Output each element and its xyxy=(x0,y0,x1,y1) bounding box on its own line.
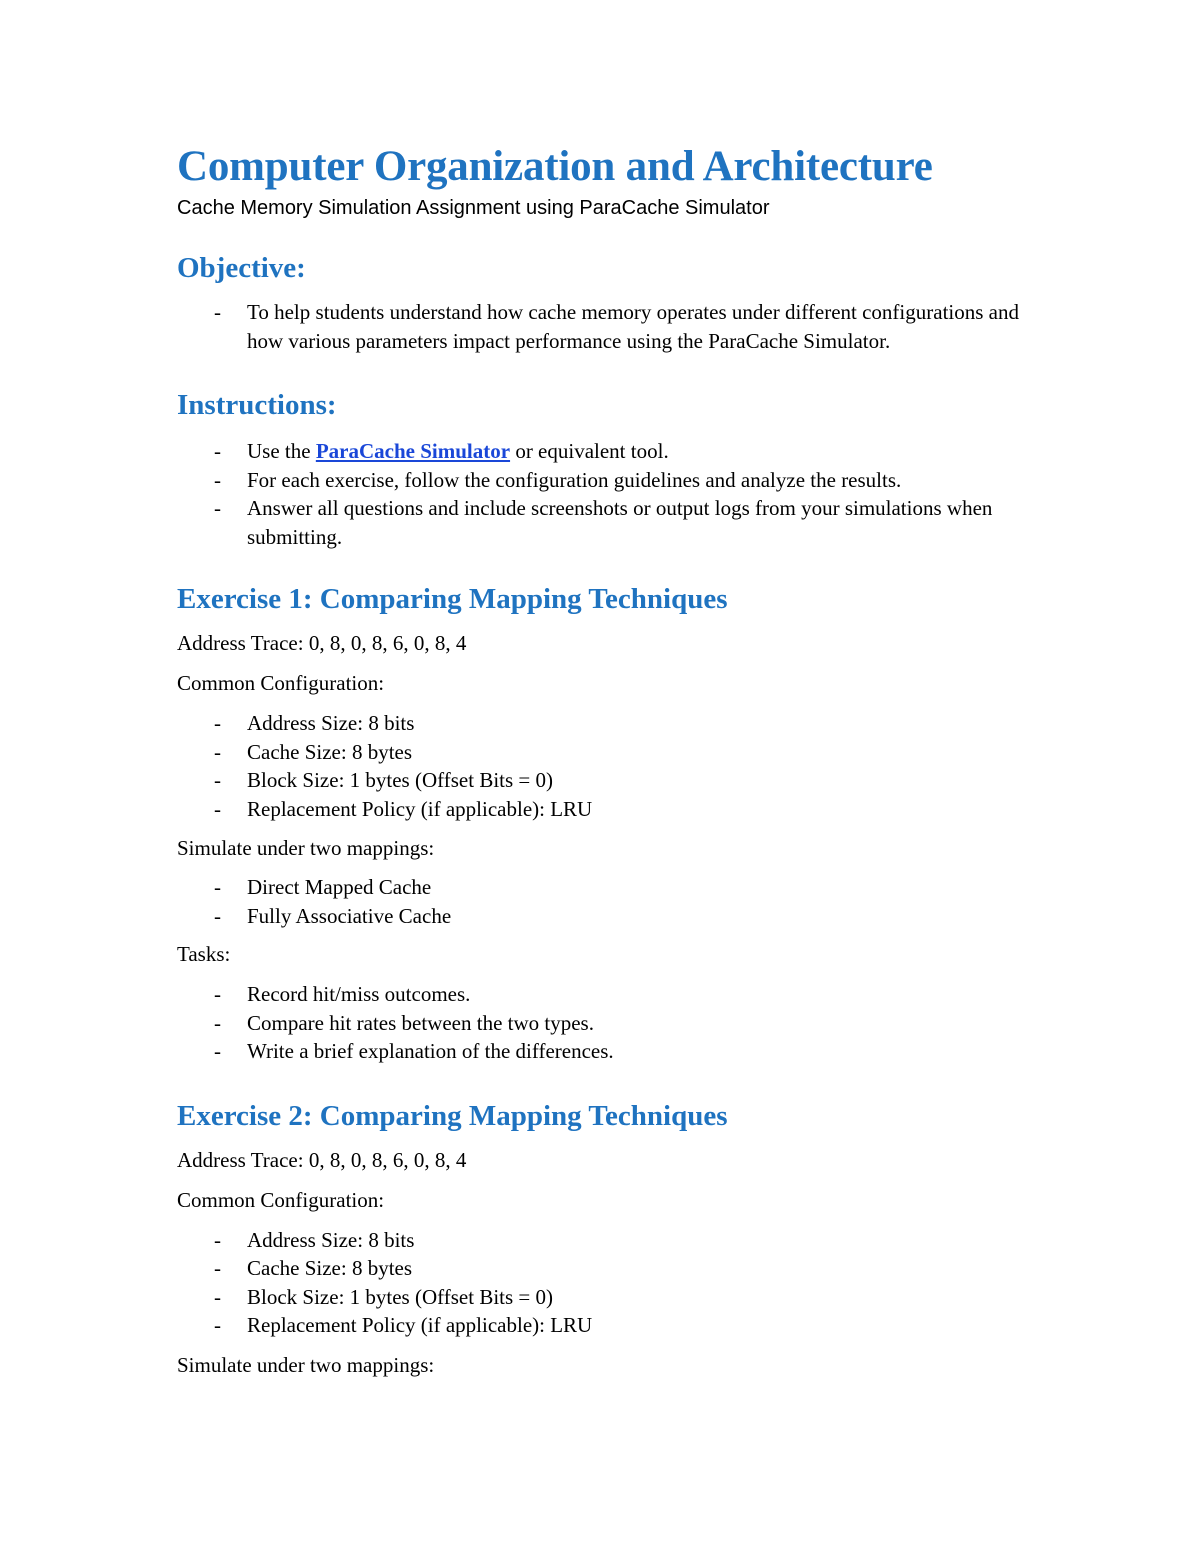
document-subtitle: Cache Memory Simulation Assignment using ParaCache Simulator xyxy=(177,197,770,219)
exercise-1-address-trace: Address Trace: 0, 8, 0, 8, 6, 0, 8, 4 xyxy=(177,631,467,655)
config-item: - Replacement Policy (if applicable): LRU xyxy=(177,1311,1037,1340)
objective-item: - To help students understand how cache memory operates under different configurations and how various parameters impact performance using the ParaCache Simulator. xyxy=(177,298,1037,355)
exercise-1-simulate-label: Simulate under two mappings: xyxy=(177,836,435,860)
config-item: - Address Size: 8 bits xyxy=(177,1226,1037,1255)
exercise-1-config-list xyxy=(177,709,1037,823)
exercise-2-heading: Exercise 2: Comparing Mapping Techniques xyxy=(177,1099,728,1132)
document-page xyxy=(177,140,1037,1379)
exercise-2-config-list xyxy=(177,1226,1037,1340)
mapping-item: - Direct Mapped Cache xyxy=(177,873,1037,902)
task-item: - Record hit/miss outcomes. xyxy=(177,980,1037,1009)
exercise-1-tasks-list xyxy=(177,980,1037,1066)
document-title: Computer Organization and Architecture xyxy=(177,143,933,190)
config-item: - Cache Size: 8 bytes xyxy=(177,738,1037,767)
objective-heading: Objective: xyxy=(177,252,306,284)
exercise-2-simulate-label: Simulate under two mappings: xyxy=(177,1352,435,1377)
task-item: - Compare hit rates between the two types. xyxy=(177,1009,1037,1038)
config-item: - Address Size: 8 bits xyxy=(177,709,1037,738)
instructions-item-3: - Answer all questions and include screenshots or output logs from your simulations when submitting. xyxy=(177,494,1037,551)
instructions-item-2: - For each exercise, follow the configuration guidelines and analyze the results. xyxy=(177,466,1037,495)
config-item: - Block Size: 1 bytes (Offset Bits = 0) xyxy=(177,766,1037,795)
config-item: - Cache Size: 8 bytes xyxy=(177,1254,1037,1283)
exercise-1-common-config-label: Common Configuration: xyxy=(177,671,385,695)
exercise-1-tasks-label: Tasks: xyxy=(177,942,231,966)
exercise-2-common-config-label: Common Configuration: xyxy=(177,1187,385,1212)
objective-list xyxy=(177,298,1037,355)
exercise-1-heading: Exercise 1: Comparing Mapping Techniques xyxy=(177,583,728,615)
config-item: - Block Size: 1 bytes (Offset Bits = 0) xyxy=(177,1283,1037,1312)
task-item: - Write a brief explanation of the differences. xyxy=(177,1037,1037,1066)
exercise-2-address-trace: Address Trace: 0, 8, 0, 8, 6, 0, 8, 4 xyxy=(177,1147,467,1172)
config-item: - Replacement Policy (if applicable): LRU xyxy=(177,795,1037,824)
instructions-heading: Instructions: xyxy=(177,389,337,421)
mapping-item: - Fully Associative Cache xyxy=(177,902,1037,931)
instructions-list xyxy=(177,437,1037,551)
paracache-simulator-link[interactable]: ParaCache Simulator xyxy=(315,439,511,463)
instructions-item-1 xyxy=(177,437,1037,466)
instructions-item-1-prefix: Use the xyxy=(247,439,316,463)
exercise-1-mappings-list xyxy=(177,873,1037,930)
instructions-item-1-suffix: or equivalent tool. xyxy=(510,439,669,463)
